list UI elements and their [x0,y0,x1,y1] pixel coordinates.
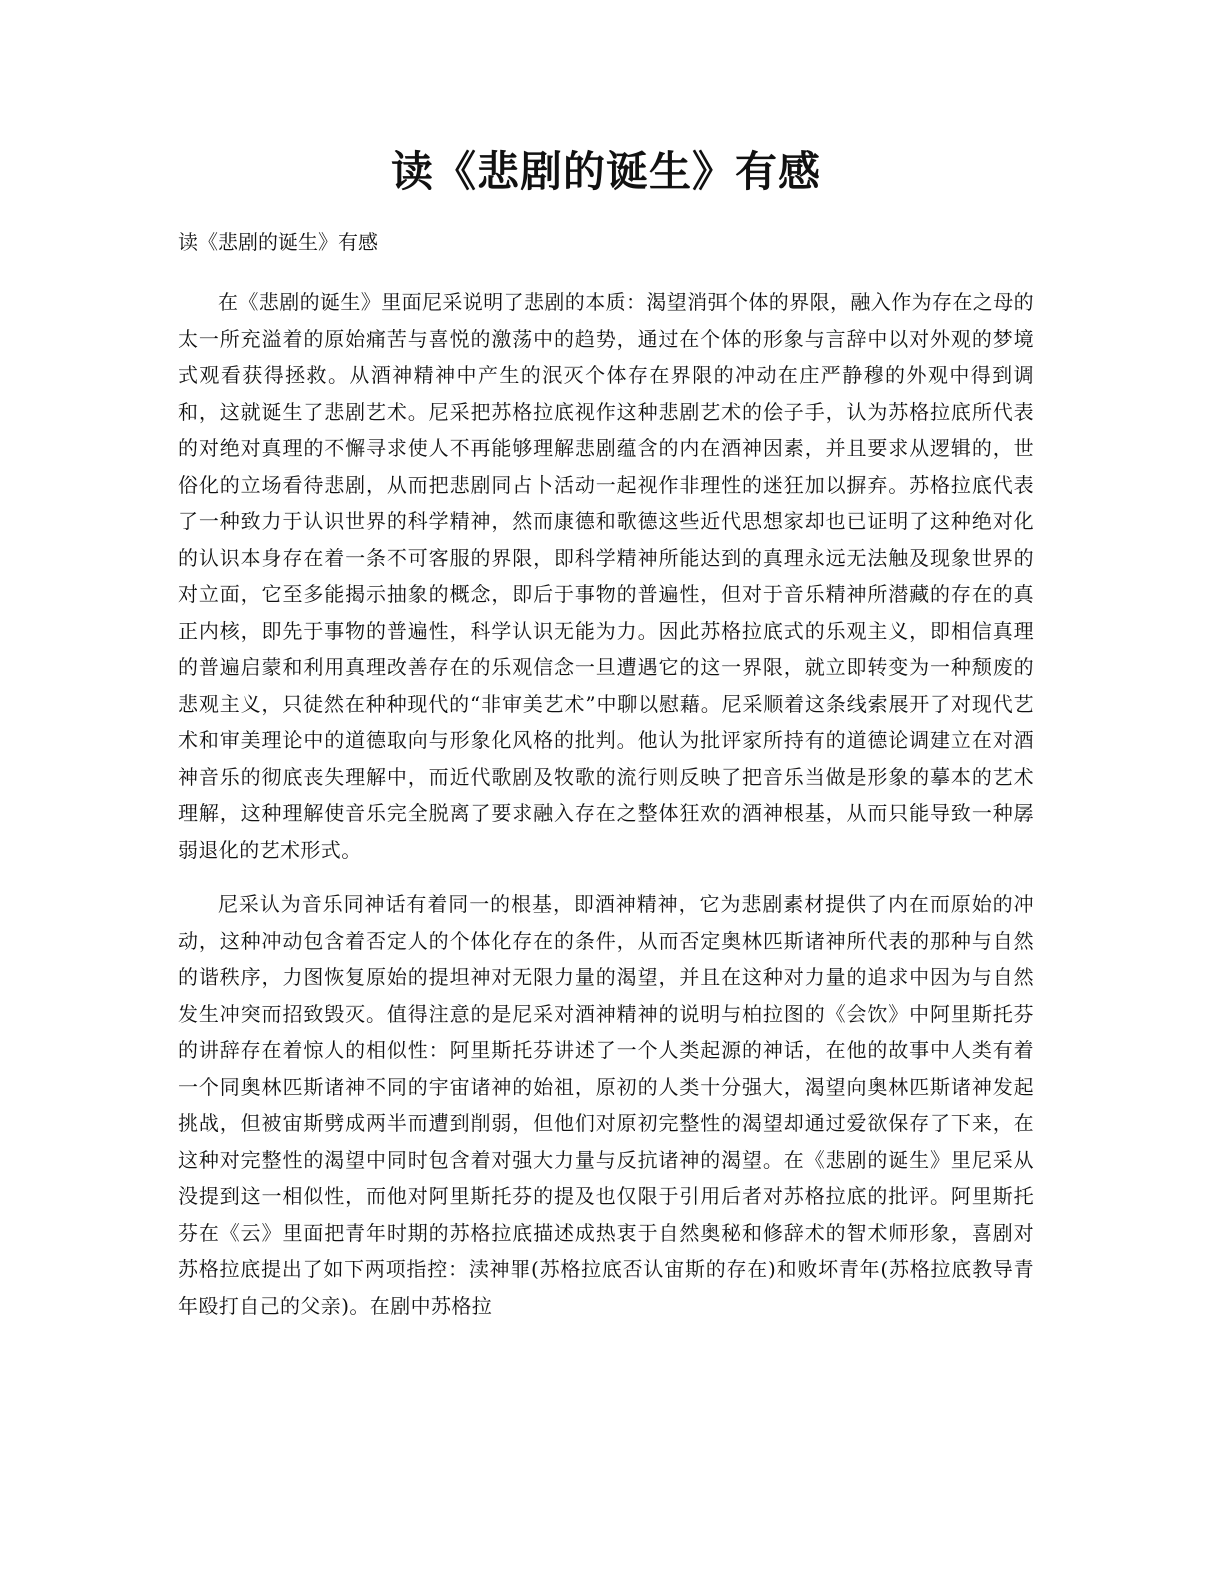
paragraph-1: 在《悲剧的诞生》里面尼采说明了悲剧的本质：渴望消弭个体的界限，融入作为存在之母的太一所充溢着的原始痛苦与喜悦的激荡中的趋势，通过在个体的形象与言辞中以对外观的梦境式观看获得拯救。从酒神精神中产生的泯灭个体存在界限的冲动在庄严静穆的外观中得到调和，这就诞生了悲剧艺术。尼采把苏格拉底视作这种悲剧艺术的侩子手，认为苏格拉底所代表的对绝对真理的不懈寻求使人不再能够理解悲剧蕴含的内在酒神因素，并且要求从逻辑的，世俗化的立场看待悲剧，从而把悲剧同占卜活动一起视作非理性的迷狂加以摒弃。苏格拉底代表了一种致力于认识世界的科学精神，然而康德和歌德这些近代思想家却也已证明了这种绝对化的认识本身存在着一条不可客服的界限，即科学精神所能达到的真理永远无法触及现象世界的对立面，它至多能揭示抽象的概念，即后于事物的普遍性，但对于音乐精神所潜藏的存在的真正内核，即先于事物的普遍性，科学认识无能为力。因此苏格拉底式的乐观主义，即相信真理的普遍启蒙和利用真理改善存在的乐观信念一旦遭遇它的这一界限，就立即转变为一种颓废的悲观主义，只徒然在种种现代的“非审美艺术”中聊以慰藉。尼采顺着这条线索展开了对现代艺术和审美理论中的道德取向与形象化风格的批判。他认为批评家所持有的道德论调建立在对酒神音乐的彻底丧失理解中，而近代歌剧及牧歌的流行则反映了把音乐当做是形象的摹本的艺术理解，这种理解使音乐完全脱离了要求融入存在之整体狂欢的酒神根基，从而只能导致一种孱弱退化的艺术形式。 [178,290,1034,862]
paragraph-2: 尼采认为音乐同神话有着同一的根基，即酒神精神，它为悲剧素材提供了内在而原始的冲动，这种冲动包含着否定人的个体化存在的条件，从而否定奥林匹斯诸神所代表的那种与自然的谐秩序，力图恢复原始的提坦神对无限力量的渴望，并且在这种对力量的追求中因为与自然发生冲突而招致毁灭。值得注意的是尼采对酒神精神的说明与柏拉图的《会饮》中阿里斯托芬的讲辞存在着惊人的相似性：阿里斯托芬讲述了一个人类起源的神话，在他的故事中人类有着一个同奥林匹斯诸神不同的宇宙诸神的始祖，原初的人类十分强大，渴望向奥林匹斯诸神发起挑战，但被宙斯劈成两半而遭到削弱，但他们对原初完整性的渴望却通过爱欲保存了下来，在这种对完整性的渴望中同时包含着对强大力量与反抗诸神的渴望。在《悲剧的诞生》里尼采从没提到这一相似性，而他对阿里斯托芬的提及也仅限于引用后者对苏格拉底的批评。阿里斯托芬在《云》里面把青年时期的苏格拉底描述成热衷于自然奥秘和修辞术的智术师形象，喜剧对苏格拉底提出了如下两项指控：渎神罪(苏格拉底否认宙斯的存在)和败坏青年(苏格拉底教导青年殴打自己的父亲)。在剧中苏格拉 [178,892,1034,1318]
document-title: 读《悲剧的诞生》有感 [390,147,821,196]
document-page [178,140,1034,1324]
document-subtitle: 读《悲剧的诞生》有感 [178,230,378,254]
